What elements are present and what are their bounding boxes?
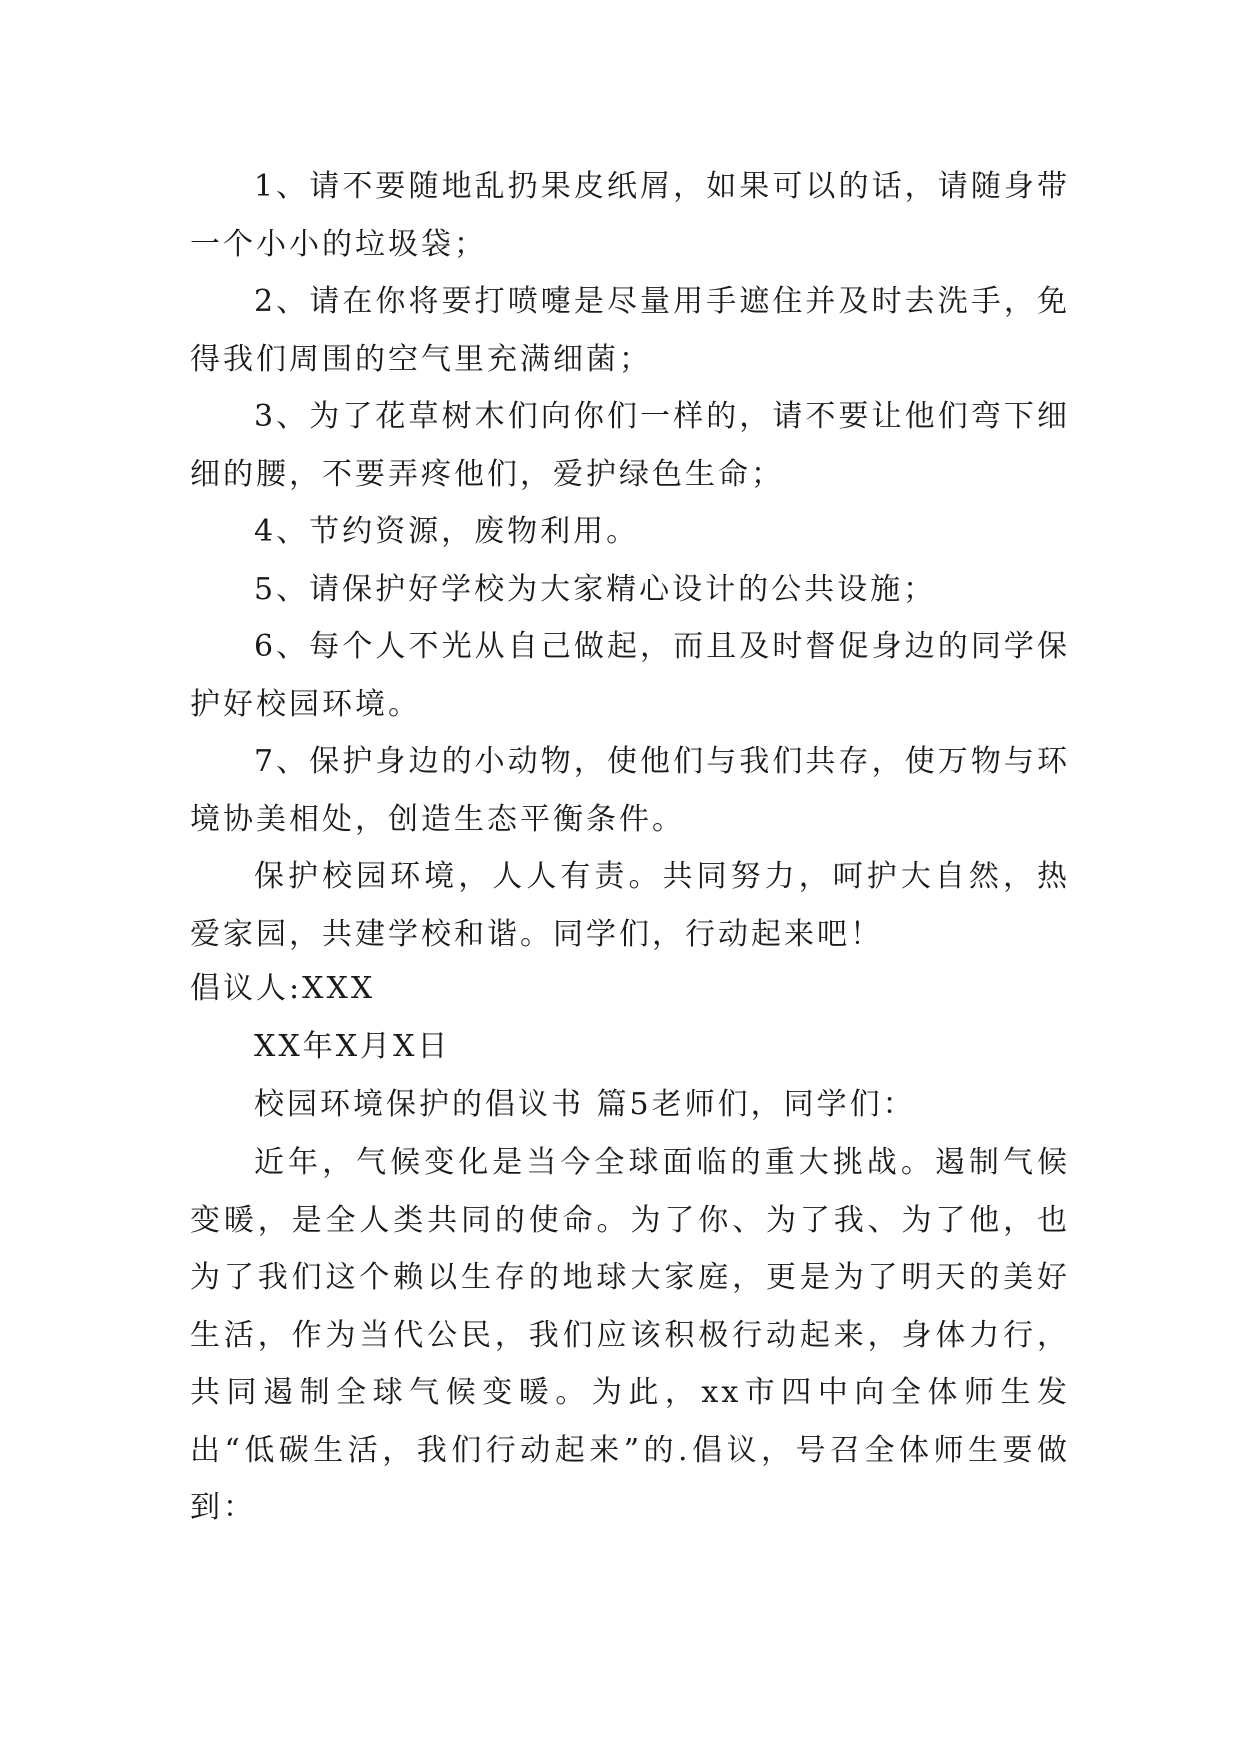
- item-2: 2、请在你将要打喷嚏是尽量用手遮住并及时去洗手，免得我们周围的空气里充满细菌；: [190, 284, 1070, 377]
- section-heading: 校园环境保护的倡议书 篇5老师们，同学们：: [254, 1087, 916, 1122]
- item-5: 5、请保护好学校为大家精心设计的公共设施；: [254, 572, 937, 607]
- proposer-line: 倡议人:XXX: [190, 971, 376, 1006]
- item-1: 1、请不要随地乱扔果皮纸屑，如果可以的话，请随身带一个小小的垃圾袋；: [190, 169, 1070, 262]
- date-line: XX年X月X日: [254, 1029, 451, 1064]
- item-7: 7、保护身边的小动物，使他们与我们共存，使万物与环境协美相处，创造生态平衡条件。: [190, 744, 1070, 837]
- body-paragraph: 近年，气候变化是当今全球面临的重大挑战。遏制气候变暖，是全人类共同的使命。为了你、为了我、为了他，也为了我们这个赖以生存的地球大家庭，更是为了明天的美好生活，作为当代公民，我们应该积极行动起来，身体力行，共同遏制全球气候变暖。为此，xx市四中向全体师生发出“低碳生活，我们行动起来”的.倡议，号召全体师生要做到：: [190, 1145, 1070, 1525]
- item-4: 4、节约资源，废物利用。: [254, 514, 640, 549]
- item-3: 3、为了花草树木们向你们一样的，请不要让他们弯下细细的腰，不要弄疼他们，爱护绿色生命；: [190, 399, 1070, 492]
- item-6: 6、每个人不光从自己做起，而且及时督促身边的同学保护好校园环境。: [190, 629, 1070, 722]
- closing-paragraph: 保护校园环境，人人有责。共同努力，呵护大自然，热爱家园，共建学校和谐。同学们，行动起来吧！: [190, 859, 1070, 952]
